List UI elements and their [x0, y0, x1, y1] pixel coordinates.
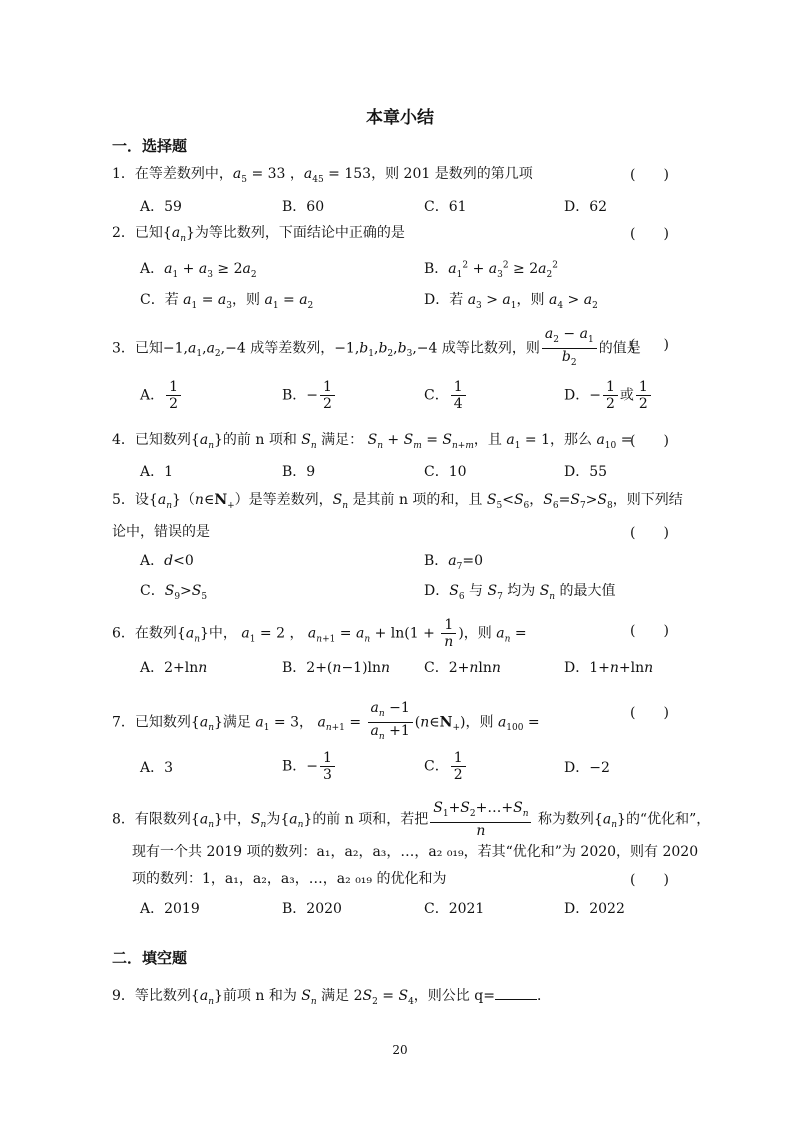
- q9-number: 9．: [112, 988, 135, 1004]
- q3-stem-pre: 已知: [134, 340, 163, 357]
- q8-option-b: B．2020: [282, 901, 342, 917]
- q4-option-d: D．55: [564, 464, 608, 480]
- section-fill-heading: 二．填空题: [112, 949, 188, 967]
- q7-stem-post: ，则: [465, 714, 494, 731]
- q8-text-b: 中，: [222, 811, 251, 828]
- q8-option-d: D．2022: [564, 901, 625, 917]
- question-8-line-2: 现有一个共 2019 项的数列：a₁，a₂，a₃，…，a₂ ₀₁₉，若其“优化和”为 2020，则有 2020: [132, 844, 699, 860]
- q6-stem-pre: 在数列: [134, 625, 177, 642]
- question-8-line-3: 项的数列：1，a₁，a₂，a₃，…，a₂ ₀₁₉ 的优化和为: [132, 871, 447, 887]
- q8-answer-bracket: ( ): [630, 872, 669, 888]
- q8-text-c: 为: [266, 811, 281, 828]
- q8-text-e: 称为数列: [537, 811, 594, 828]
- question-3: 3．已知$-1,a_1,a_2,-4$ 成等差数列，$-1,b_1,b_2,b_3,-4$ 成等比数列，则 $\frac{a_2 - a_1}{b_2}$ 的值是: [112, 326, 641, 368]
- q6-option-d: D．1+n+lnn: [564, 660, 654, 676]
- question-5: 5．设$\{a_n\}(n\in N_+)$是等差数列，$S_n$ 是其前 n 项的和，且 $S_5<S_6$，$S_6=S_7>S_8$，则下列结: [112, 492, 683, 511]
- q7-answer-bracket: ( ): [630, 705, 669, 721]
- q3-option-c: C． $\frac{1}{4}$: [424, 379, 468, 412]
- q4-stem-post2: ，那么: [549, 432, 592, 448]
- q4-stem-mid: 的前 n 项和: [222, 432, 297, 448]
- q6-answer-bracket: ( ): [630, 623, 669, 639]
- q2-number: 2．: [112, 225, 135, 241]
- q1-option-c: C．61: [424, 199, 467, 215]
- q7-option-a: A．3: [140, 760, 174, 776]
- q6-option-b: B．2+(n−1)lnn: [282, 660, 391, 676]
- q9-stem-mid2: 满足: [321, 988, 350, 1004]
- q4-answer-bracket: ( ): [630, 433, 669, 449]
- q7-stem-pre: 已知数列: [134, 714, 191, 731]
- q8-text-a: 有限数列: [134, 811, 191, 828]
- q5-stem-pre: 设: [134, 492, 149, 508]
- question-6: 6．在数列$\{a_n\}$中， $a_1 = 2$ ， $a_{n+1} = a_n + \ln(1$ + $\frac{1}{n}$ )，则 $a_n$ =: [112, 617, 527, 650]
- q1-stem-post: ，则 201 是数列的第几项: [371, 166, 533, 182]
- q5-number: 5．: [112, 492, 135, 508]
- q3-number: 3．: [112, 340, 135, 357]
- q2-stem-post: 为等比数列，下面结论中正确的是: [194, 225, 405, 241]
- question-7: 7．已知数列$\{a_n\}$满足 $a_1 = 3$， $a_{n+1}$ = $\frac{a_n -1}{a_n +1}$ $(n\in N_+)$，则 $a_{100}$ =: [112, 700, 540, 742]
- q1-number: 1．: [112, 166, 135, 182]
- q8-text-f: 的“优化和”，: [625, 811, 711, 828]
- q9-answer-blank[interactable]: [495, 985, 537, 1000]
- q1-answer-bracket: ( ): [630, 167, 669, 183]
- q2-stem-pre: 已知: [134, 225, 163, 241]
- page-number: 20: [392, 1043, 408, 1057]
- q4-stem-mid2: 满足：: [321, 432, 364, 448]
- q2-option-a: A．$a_1 + a_3 \ge 2a_2$: [140, 261, 257, 280]
- q3-option-b: B．− $\frac{1}{2}$: [282, 379, 337, 412]
- q7-stem-mid: 满足: [222, 714, 251, 731]
- q1-option-d: D．62: [564, 199, 608, 215]
- q2-option-b: B．$a_1^2 + a_3^2 \ge 2a_2^2$: [424, 260, 558, 280]
- question-2: 2．已知$\{a_n\}$为等比数列，下面结论中正确的是: [112, 225, 405, 244]
- q7-option-c: C． $\frac{1}{2}$: [424, 750, 468, 783]
- question-9: 9．等比数列$\{a_n\}$前项 n 和为 $S_n$ 满足 $2S_2 = S_4$，则公比 q= ．: [112, 985, 551, 1012]
- q9-stem-mid: 前项 n 和为: [222, 988, 297, 1004]
- q3-stem-mid2: 成等比数列，则: [441, 340, 540, 357]
- q5-stem-post: ，则下列结: [612, 492, 683, 508]
- q9-stem-post: ，则公比 q=: [413, 988, 495, 1004]
- q4-stem-post: ，且: [473, 432, 502, 448]
- q4-stem-pre: 已知数列: [134, 432, 191, 448]
- q3-stem-mid1: 成等差数列，: [250, 340, 335, 357]
- q8-text-d: 的前 n 项和，若把: [312, 811, 429, 828]
- q9-stem-pre: 等比数列: [134, 988, 191, 1004]
- q6-option-c: C．2+nlnn: [424, 660, 501, 676]
- q5-option-b: B．$a_7=0$: [424, 553, 484, 572]
- q1-option-a: A．59: [140, 199, 182, 215]
- q7-option-b: B．− $\frac{1}{3}$: [282, 750, 337, 783]
- q3-answer-bracket: ( ): [630, 337, 669, 353]
- q8-number: 8．: [112, 811, 135, 828]
- question-1: 1．在等差数列中，$a_5 = 33$ ，$a_{45} = 153$，则 201 是数列的第几项: [112, 166, 533, 185]
- q3-option-d: D．− $\frac{1}{2}$ 或 $\frac{1}{2}$: [564, 379, 653, 412]
- section-choice-heading: 一．选择题: [112, 137, 188, 155]
- page-title: 本章小结: [366, 108, 434, 128]
- q5-answer-bracket: ( ): [630, 525, 669, 541]
- q7-number: 7．: [112, 714, 135, 731]
- q6-option-a: A．2+lnn: [140, 660, 208, 676]
- question-5-line-2: 论中，错误的是: [112, 524, 210, 540]
- q6-stem-post: ，则: [463, 625, 492, 642]
- q8-option-a: A．2019: [140, 901, 200, 917]
- q5-option-d: D．$S_6$ 与 $S_7$ 均为 $S_n$ 的最大值: [424, 583, 616, 602]
- q3-stem-post: 的值是: [598, 340, 641, 357]
- q5-option-a: A．d<0: [140, 553, 194, 569]
- q9-end: ．: [536, 988, 551, 1004]
- q2-answer-bracket: ( ): [630, 226, 669, 242]
- q4-option-b: B．9: [282, 464, 316, 480]
- q1-option-b: B．60: [282, 199, 325, 215]
- q2-option-c: C．若 $a_1 = a_3$，则 $a_1 = a_2$: [140, 292, 314, 311]
- q4-number: 4．: [112, 432, 135, 448]
- q2-option-d: D．若 $a_3 > a_1$，则 $a_4 > a_2$: [424, 292, 598, 311]
- q3-option-a: A． $\frac{1}{2}$: [140, 379, 183, 412]
- question-8: 8．有限数列$\{a_n\}$中，$S_n$为$\{a_n\}$的前 n 项和，若把 $\frac{S_1+S_2+\dots+S_n}{n}$ 称为数列$\{a_n\}$的“优化和”，: [112, 800, 711, 839]
- q4-option-a: A．1: [140, 464, 174, 480]
- q5-stem-mid: 是等差数列，: [248, 492, 333, 508]
- q1-stem-pre: 在等差数列中，: [134, 166, 233, 182]
- q8-option-c: C．2021: [424, 901, 485, 917]
- q7-option-d: D．−2: [564, 760, 610, 776]
- q6-stem-mid: 中，: [208, 625, 237, 642]
- q5-option-c: C．$S_9>S_5$: [140, 583, 208, 602]
- question-4: 4．已知数列$\{a_n\}$的前 n 项和 $S_n$ 满足： $S_n + S_m = S_{n+m}$，且 $a_1 = 1$，那么 $a_{10}$ =: [112, 432, 633, 451]
- q6-number: 6．: [112, 625, 135, 642]
- q4-option-c: C．10: [424, 464, 467, 480]
- q5-stem-mid2: 是其前 n 项的和，且: [352, 492, 483, 508]
